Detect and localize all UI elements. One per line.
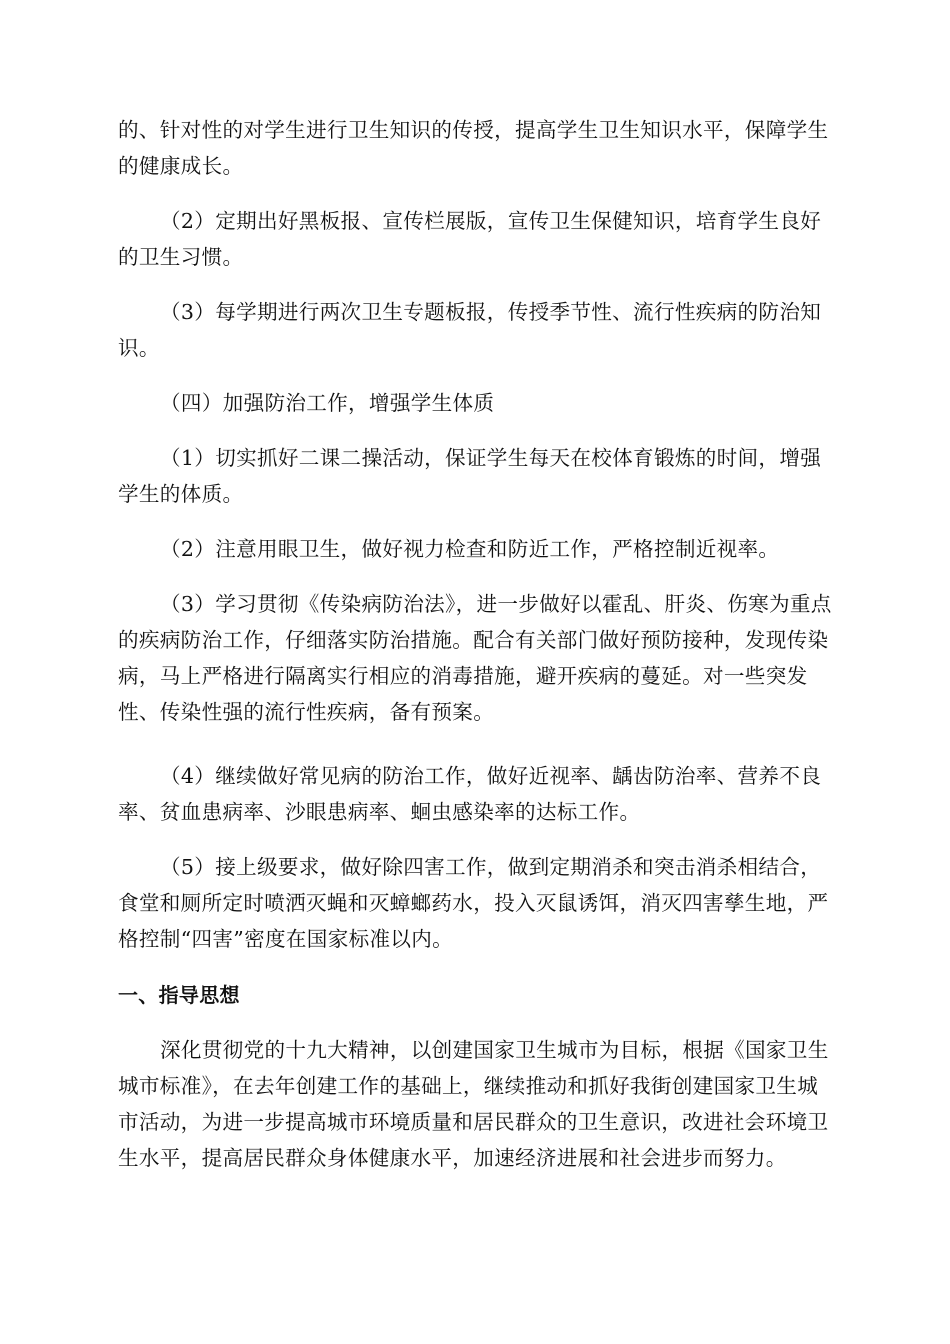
paragraph-subheading-four: （四）加强防治工作，增强学生体质 xyxy=(160,391,495,415)
paragraph-item-4-common-disease: （4）继续做好常见病的防治工作，做好近视率、龋齿防治率、营养不良率、贫血患病率、沙眼患病率、蛔虫感染率的达标工作。 xyxy=(118,764,822,824)
paragraph-item-3-disease: （3）学习贯彻《传染病防治法》，进一步做好以霍乱、肝炎、伤寒为重点的疾病防治工作，仔细落实防治措施。配合有关部门做好预防接种，发现传染病，马上严格进行隔离实行相应的消毒措施，避开疾病的蔓延。对一些突发性、传染性强的流行性疾病，备有预案。 xyxy=(118,592,832,724)
paragraph-item-2-eyesight: （2）注意用眼卫生，做好视力检查和防近工作，严格控制近视率。 xyxy=(160,537,780,561)
section-heading: 一、指导思想 xyxy=(118,983,240,1007)
paragraph-continuation: 的、针对性的对学生进行卫生知识的传授，提高学生卫生知识水平，保障学生的健康成长。 xyxy=(118,118,829,178)
paragraph-item-3-bulletin: （3）每学期进行两次卫生专题板报，传授季节性、流行性疾病的防治知识。 xyxy=(118,300,822,360)
section-body-paragraph: 深化贯彻党的十九大精神，以创建国家卫生城市为目标，根据《国家卫生城市标准》，在去年创建工作的基础上，继续推动和抓好我街创建国家卫生城市活动，为进一步提高城市环境质量和居民群众的卫生意识，改进社会环境卫生水平，提高居民群众身体健康水平，加速经济进展和社会进步而努力。 xyxy=(118,1038,829,1170)
paragraph-item-2-bulletin: （2）定期出好黑板报、宣传栏展版，宣传卫生保健知识，培育学生良好的卫生习惯。 xyxy=(118,209,822,269)
paragraph-item-1-exercise: （1）切实抓好二课二操活动，保证学生每天在校体育锻炼的时间，增强学生的体质。 xyxy=(118,446,822,506)
paragraph-item-5-pests: （5）接上级要求，做好除四害工作，做到定期消杀和突击消杀相结合，食堂和厕所定时喷洒灭蝇和灭蟑螂药水，投入灭鼠诱饵，消灭四害孳生地，严格控制“四害”密度在国家标准以内。 xyxy=(118,855,829,951)
